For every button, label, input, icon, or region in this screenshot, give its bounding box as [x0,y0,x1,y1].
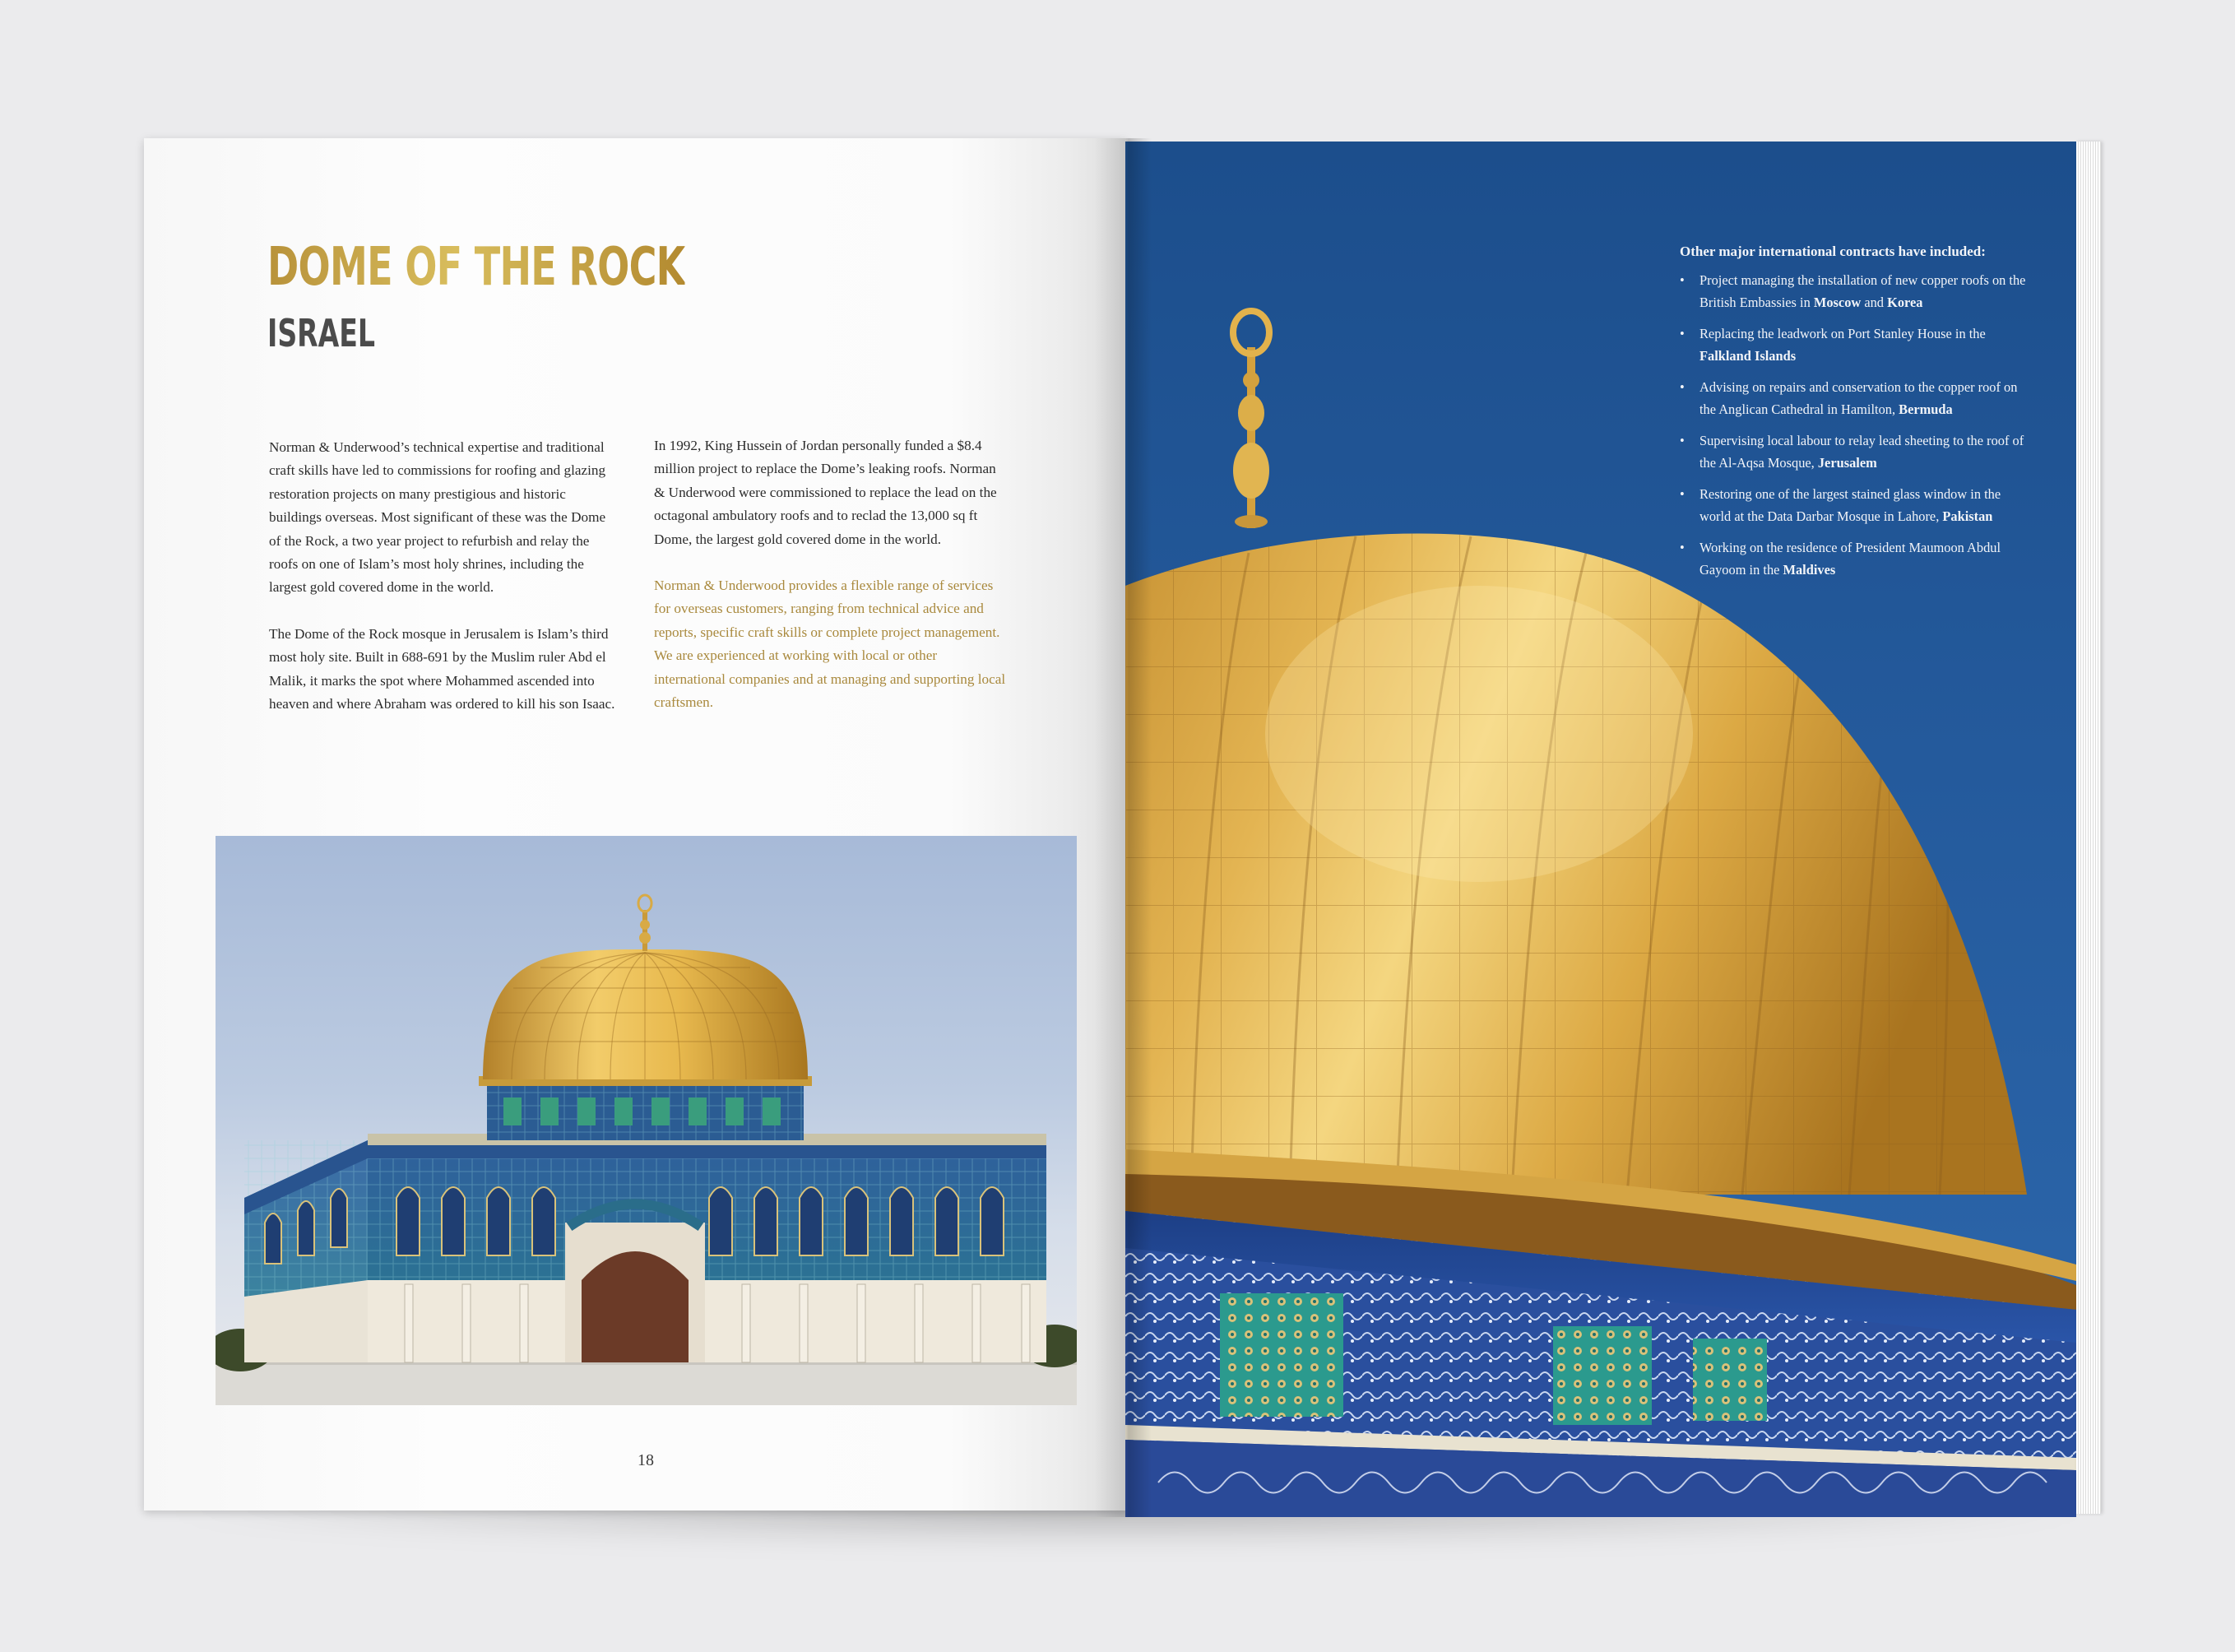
list-item [1680,269,2033,313]
history-paragraph: The Dome of the Rock mosque in Jerusalem is Islam’s third most holy site. Built in 688-691 by the Muslim ruler Abd el Malik, it marks the spot where Mohammed ascended into heaven and where Abraham was ordered to kill his son Isaac. [269,625,615,712]
list-item-text: and [1861,295,1888,310]
list-item-bold: Korea [1887,295,1923,310]
list-item [1680,536,2033,581]
list-item-bold: Moscow [1813,295,1862,310]
list-item-bold: Jerusalem [1817,455,1877,471]
right-page [1125,142,2076,1517]
list-item-text: Advising on repairs and conservation to the copper roof on the Anglican Cathedral in Hamilton, [1699,379,2018,417]
text-column-2 [654,434,1008,737]
list-item-bold: Falkland Islands [1699,348,1797,364]
project-paragraph: In 1992, King Hussein of Jordan personally funded a $8.4 million project to replace the Dome’s leaking roofs. Norman & Underwood were commissioned to replace the lead on the octagonal ambulatory roofs and to reclad the 13,000 sq ft Dome, the largest gold covered dome in the world. [654,438,997,547]
list-item [1680,323,2033,367]
text-column-1 [269,436,619,739]
page-title: DOME OF THE ROCK [267,237,685,298]
list-item-bold: Maldives [1783,562,1836,578]
contracts-heading: Other major international contracts have included: [1680,244,1986,259]
list-item [1680,376,2033,420]
page-edges [2076,142,2101,1514]
left-page [144,138,1127,1510]
list-item-text: Working on the residence of President Maumoon Abdul Gayoom in the [1699,540,2001,578]
spine-gutter [1094,138,1152,1517]
list-item [1680,483,2033,527]
page-number: 18 [638,1451,654,1469]
services-paragraph: Norman & Underwood provides a flexible range of services for overseas customers, ranging from technical advice and reports, specific craft skills or complete project management. We are experienced at working with local or other international companies and at managing and supporting local craftsmen. [654,578,1006,711]
list-item-text: Project managing the installation of new copper roofs on the British Embassies in [1699,272,2026,310]
contracts-list [1680,269,2033,581]
list-item-bold: Pakistan [1942,508,1993,524]
list-item-bold: Bermuda [1899,401,1953,417]
list-item-text: Restoring one of the largest stained glass window in the world at the Data Darbar Mosque in Lahore, [1699,486,2001,524]
dome-of-the-rock-photo [216,836,1077,1405]
page-subtitle: ISRAEL [267,311,376,355]
list-item [1680,429,2033,474]
contracts-list-block [1680,240,2033,590]
list-item-text: Supervising local labour to relay lead sheeting to the roof of the Al-Aqsa Mosque, [1699,433,2024,471]
intro-paragraph: Norman & Underwood’s technical expertise and traditional craft skills have led to commissions for roofing and glazing restoration projects on many prestigious and historic buildings overseas. Most significant of these was the Dome of the Rock, a two year project to refurbish and relay the roofs on one of Islam’s most holy shrines, including the largest gold covered dome in the world. [269,439,606,596]
list-item-text: Replacing the leadwork on Port Stanley House in the [1699,326,1986,341]
mosque-illustration [216,836,1077,1405]
